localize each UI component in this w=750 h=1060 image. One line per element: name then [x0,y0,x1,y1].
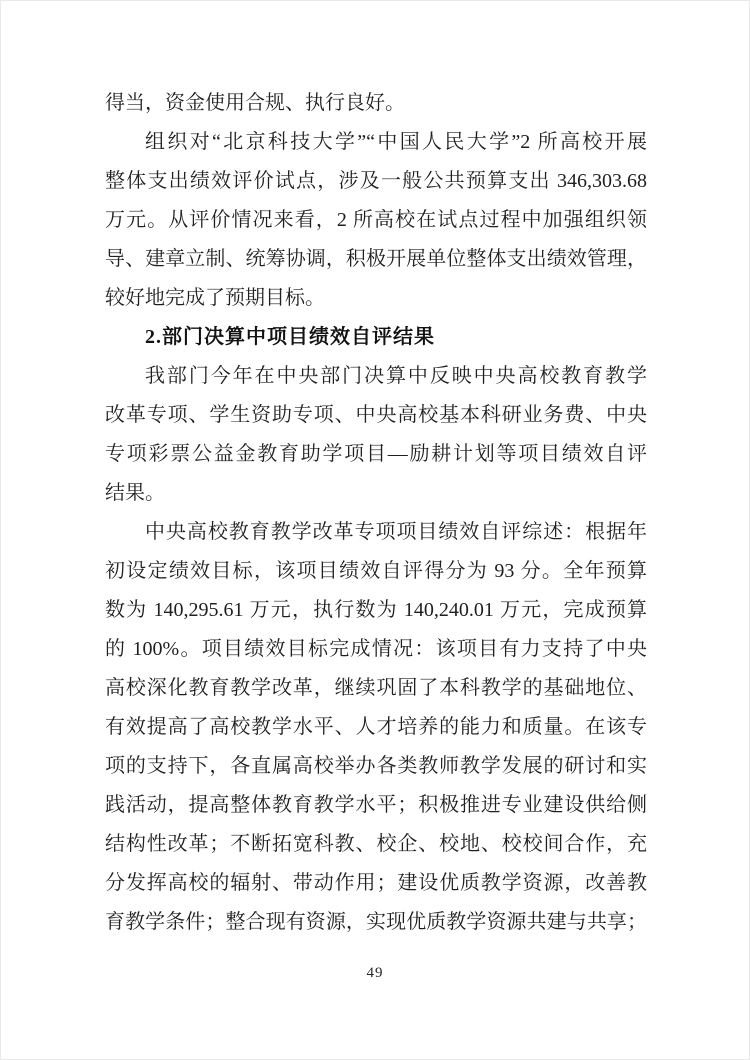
paragraph-continuation [105,84,647,123]
page-body-text [105,84,647,942]
paragraph-evaluation-pilot [105,123,647,318]
text-line: 项的支持下，各直属高校举办各类教师教学发展的研讨和实 [105,755,647,777]
section-heading-self-evaluation [105,318,647,357]
text-line: 导、建章立制、统筹协调，积极开展单位整体支出绩效管理， [105,248,647,270]
paragraph-project-summary [105,513,647,942]
text-line: 的 100%。项目绩效目标完成情况：该项目有力支持了中央 [105,638,647,660]
text-line: 有效提高了高校教学水平、人才培养的能力和质量。在该专 [105,716,647,738]
text-line: 初设定绩效目标，该项目绩效自评得分为 93 分。全年预算 [105,560,647,582]
text-line: 组织对“北京科技大学”“中国人民大学”2 所高校开展 [145,131,647,153]
text-line: 践活动，提高整体教育教学水平；积极推进专业建设供给侧 [105,794,647,816]
section-heading: 2.部门决算中项目绩效自评结果 [145,326,435,348]
text-line: 高校深化教育教学改革，继续巩固了本科教学的基础地位、 [105,677,647,699]
text-line: 改革专项、学生资助专项、中央高校基本科研业务费、中央 [105,404,647,426]
text-line: 整体支出绩效评价试点，涉及一般公共预算支出 346,303.68 [105,170,647,192]
text-line: 万元。从评价情况来看，2 所高校在试点过程中加强组织领 [105,209,647,231]
text-line: 较好地完成了预期目标。 [105,287,325,309]
paragraph-projects-list [105,357,647,513]
text-line: 中央高校教育教学改革专项项目绩效自评综述：根据年 [145,521,647,543]
text-line: 数为 140,295.61 万元，执行数为 140,240.01 万元，完成预算 [105,599,647,621]
text-line: 我部门今年在中央部门决算中反映中央高校教育教学 [145,365,647,387]
text-line: 结果。 [105,482,165,504]
page-footer [1,964,749,982]
text-line: 结构性改革；不断拓宽科教、校企、校地、校校间合作，充 [105,833,647,855]
text-line: 得当，资金使用合规、执行良好。 [105,92,405,114]
text-line: 育教学条件；整合现有资源，实现优质教学资源共建与共享； [105,911,647,933]
text-line: 专项彩票公益金教育助学项目—励耕计划等项目绩效自评 [105,443,647,465]
text-line: 分发挥高校的辐射、带动作用；建设优质教学资源，改善教 [105,872,647,894]
page-number: 49 [366,965,384,981]
